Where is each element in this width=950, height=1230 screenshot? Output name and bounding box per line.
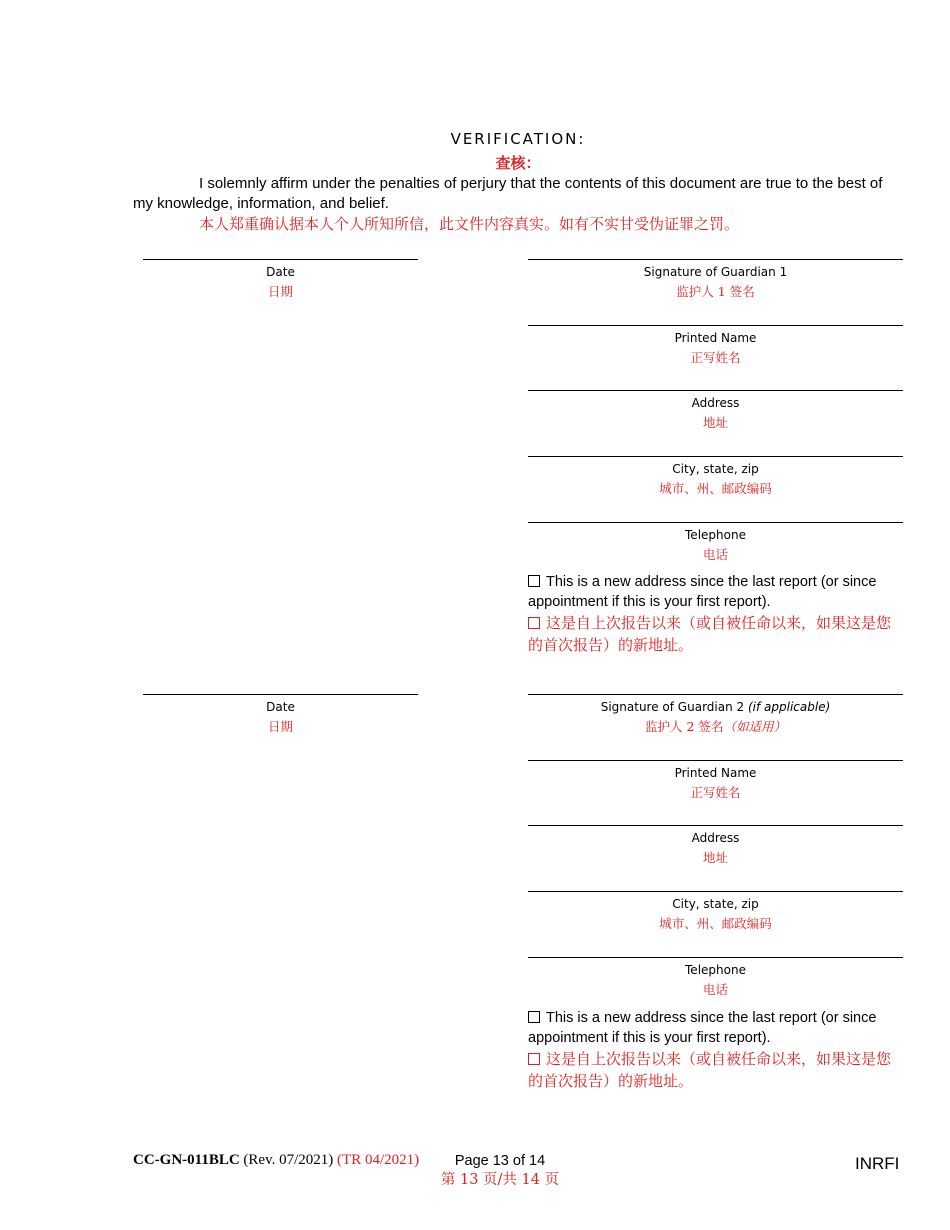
address-line-1[interactable] (528, 390, 903, 391)
city-label-1: City, state, zip 城市、州、邮政编码 (659, 462, 772, 496)
date-line-1[interactable] (143, 259, 418, 260)
footer-code: INRFI (855, 1154, 900, 1173)
verification-heading: VERIFICATION: (450, 130, 586, 148)
signature-label-guardian-1: Signature of Guardian 1 监护人 1 签名 (643, 265, 788, 299)
signature-label-guardian-2: Signature of Guardian 2 (if applicable) 监护人 2 签名（如适用） (600, 700, 831, 734)
date-label-2: Date 日期 (266, 700, 295, 734)
date-label-1: Date 日期 (266, 265, 295, 299)
printed-name-line-2[interactable] (528, 760, 903, 761)
address-line-2[interactable] (528, 825, 903, 826)
printed-name-line-1[interactable] (528, 325, 903, 326)
signature-line-guardian-1[interactable] (528, 259, 903, 260)
date-line-2[interactable] (143, 694, 418, 695)
footer-page-number: Page 13 of 14 第 13 页/共 14 页 (440, 1153, 560, 1188)
city-label-2: City, state, zip 城市、州、邮政编码 (659, 897, 772, 931)
new-address-note-2: This is a new address since the last report (or since appointment if this is your first report). 这是自上次报告以来（或自被任命以来，如果这是您的首次报告）的新地址。 (528, 1010, 892, 1090)
new-address-checkbox-2-zh[interactable] (528, 1053, 540, 1065)
city-line-2[interactable] (528, 891, 903, 892)
city-line-1[interactable] (528, 456, 903, 457)
signature-line-guardian-2[interactable] (528, 694, 903, 695)
telephone-label-1: Telephone 电话 (685, 528, 746, 562)
affirmation-text-zh: 本人郑重确认据本人个人所知所信，此文件内容真实。如有不实甘受伪证罪之罚。 (199, 215, 740, 233)
new-address-note-1: This is a new address since the last report (or since appointment if this is your first report). 这是自上次报告以来（或自被任命以来，如果这是您的首次报告）的新地址。 (528, 574, 892, 654)
address-label-2: Address 地址 (691, 831, 740, 865)
affirmation-text: I solemnly affirm under the penalties of perjury that the contents of this document are true to the best of my knowledge, information, and belief. (133, 175, 883, 212)
printed-name-label-1: Printed Name 正写姓名 (674, 331, 757, 365)
telephone-line-1[interactable] (528, 522, 903, 523)
footer-form-id: CC-GN-011BLC (Rev. 07/2021) (TR 04/2021) (133, 1152, 420, 1168)
printed-name-label-2: Printed Name 正写姓名 (674, 766, 757, 800)
telephone-line-2[interactable] (528, 957, 903, 958)
new-address-checkbox-1[interactable] (528, 575, 540, 587)
address-label-1: Address 地址 (691, 396, 740, 430)
new-address-checkbox-1-zh[interactable] (528, 617, 540, 629)
telephone-label-2: Telephone 电话 (685, 963, 746, 997)
new-address-checkbox-2[interactable] (528, 1011, 540, 1023)
verification-heading-zh: 查核： (495, 154, 541, 172)
